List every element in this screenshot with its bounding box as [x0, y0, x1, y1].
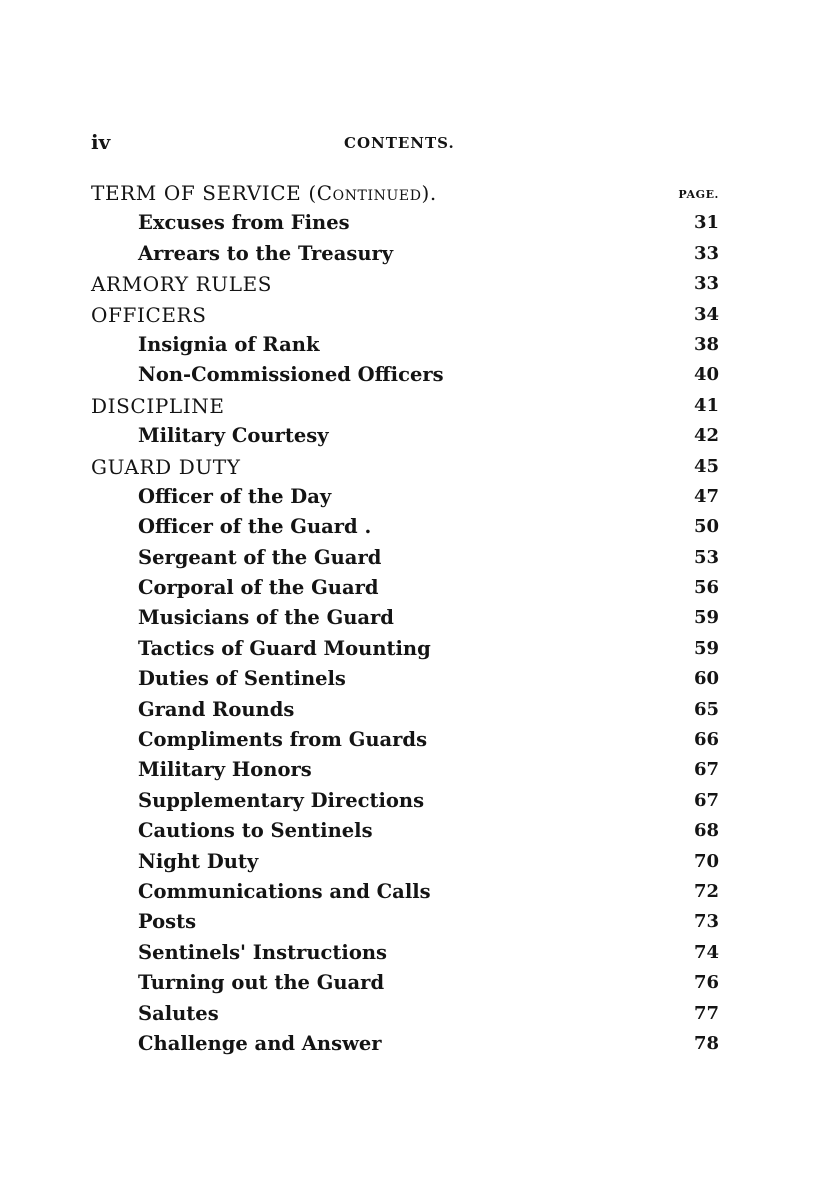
toc-entry-title: Compliments from Guards	[138, 728, 428, 752]
toc-entry-page: 68	[693, 820, 719, 842]
toc-entry-page: 67	[693, 789, 719, 811]
toc-entry-page: 40	[693, 364, 719, 386]
toc-entry-page: 77	[693, 1002, 719, 1024]
toc-entry-page: 78	[693, 1032, 719, 1054]
toc-entry-page: 34	[693, 303, 719, 325]
toc-entry-page: 38	[693, 333, 719, 355]
toc-entry	[91, 544, 719, 574]
toc-section	[91, 301, 719, 331]
toc-entry-title: Officer of the Day	[138, 484, 332, 508]
toc-entry-title: Salutes	[138, 1001, 219, 1025]
toc-entry-title: Challenge and Answer	[138, 1031, 382, 1055]
toc-entry-page: 59	[693, 637, 719, 659]
toc-entry	[91, 848, 719, 878]
toc-entry-title: Non-Commissioned Officers	[138, 363, 444, 387]
toc-entry-page: 65	[693, 698, 719, 720]
toc-entry-title: Turning out the Guard	[138, 971, 385, 995]
toc-entry-title: Corporal of the Guard	[138, 576, 379, 600]
toc-entry	[91, 908, 719, 938]
toc-entry	[91, 939, 719, 969]
toc-entry	[91, 1030, 719, 1060]
toc-entry	[91, 665, 719, 695]
toc-entry	[91, 361, 719, 391]
toc-entry-title: Communications and Calls	[138, 879, 431, 903]
toc-entry-page: 42	[693, 425, 719, 447]
toc-entry-title: Excuses from Fines	[138, 211, 350, 235]
toc-entry	[91, 696, 719, 726]
toc-entry	[91, 1000, 719, 1030]
toc-continued-heading	[91, 179, 719, 209]
toc-entry-page: 47	[693, 485, 719, 507]
toc-entry-page: 53	[693, 546, 719, 568]
toc-entry-page: 33	[693, 273, 719, 295]
toc-entry-page: 76	[693, 972, 719, 994]
toc-entry-title: Grand Rounds	[138, 697, 295, 721]
toc-entry	[91, 817, 719, 847]
toc-section	[91, 270, 719, 300]
toc-entry-title: ARMORY RULES	[91, 272, 273, 297]
toc-entry-title: Sergeant of the Guard	[138, 545, 382, 569]
toc-entry-title: Supplementary Directions	[138, 788, 425, 812]
toc-entry-title: Posts	[138, 910, 197, 934]
toc-entry	[91, 209, 719, 239]
toc-entry-page: 56	[693, 577, 719, 599]
toc-entry-title: Arrears to the Treasury	[138, 241, 394, 265]
toc-entry-page: 59	[693, 607, 719, 629]
toc-entry	[91, 604, 719, 634]
continued-note: (Continued).	[308, 181, 437, 205]
toc-entry-page: 70	[693, 850, 719, 872]
toc-entry-page: 33	[693, 242, 719, 264]
toc-entry-title: OFFICERS	[91, 302, 207, 327]
toc-entry-title: Military Honors	[138, 758, 312, 782]
toc-entry	[91, 969, 719, 999]
toc-entry-title: Tactics of Guard Mounting	[138, 636, 431, 660]
toc-entry-page: 67	[693, 759, 719, 781]
toc-entry-title: Officer of the Guard .	[138, 515, 372, 539]
toc-entry	[91, 635, 719, 665]
toc-entry-page: 66	[693, 729, 719, 751]
toc-entry-page: 73	[693, 911, 719, 933]
toc-entry-page: 74	[693, 941, 719, 963]
toc-section	[91, 392, 719, 422]
toc-entry	[91, 240, 719, 270]
toc-entry	[91, 422, 719, 452]
toc-entry	[91, 513, 719, 543]
toc-entry-page: 45	[693, 455, 719, 477]
toc-entry	[91, 726, 719, 756]
toc-entry	[91, 787, 719, 817]
toc-entry-title	[91, 181, 437, 205]
toc-entry-page: 60	[693, 668, 719, 690]
toc-entry-title: Duties of Sentinels	[138, 667, 346, 691]
toc-entry-page: 72	[693, 880, 719, 902]
toc-entry	[91, 331, 719, 361]
toc-entry	[91, 756, 719, 786]
running-title: CONTENTS.	[344, 134, 455, 152]
toc-entry-page: 31	[693, 212, 719, 234]
page-column-label: PAGE.	[678, 188, 719, 201]
toc-entries	[91, 209, 719, 1060]
toc-entry	[91, 878, 719, 908]
table-of-contents	[91, 179, 719, 1060]
toc-entry-title: GUARD DUTY	[91, 454, 241, 479]
toc-entry-title: Musicians of the Guard	[138, 606, 394, 630]
page-number: iv	[91, 130, 111, 154]
toc-entry	[91, 574, 719, 604]
toc-entry-page: 50	[693, 516, 719, 538]
toc-entry-title: Sentinels' Instructions	[138, 940, 387, 964]
toc-entry-title: Insignia of Rank	[138, 332, 320, 356]
toc-section	[91, 453, 719, 483]
toc-entry-title: DISCIPLINE	[91, 393, 225, 418]
toc-entry-page: 41	[693, 394, 719, 416]
toc-entry	[91, 483, 719, 513]
toc-entry-title: Night Duty	[138, 849, 259, 873]
toc-entry-title: Military Courtesy	[138, 424, 329, 448]
section-title: TERM OF SERVICE	[91, 181, 302, 205]
page-header	[91, 130, 731, 160]
toc-entry-title: Cautions to Sentinels	[138, 819, 373, 843]
